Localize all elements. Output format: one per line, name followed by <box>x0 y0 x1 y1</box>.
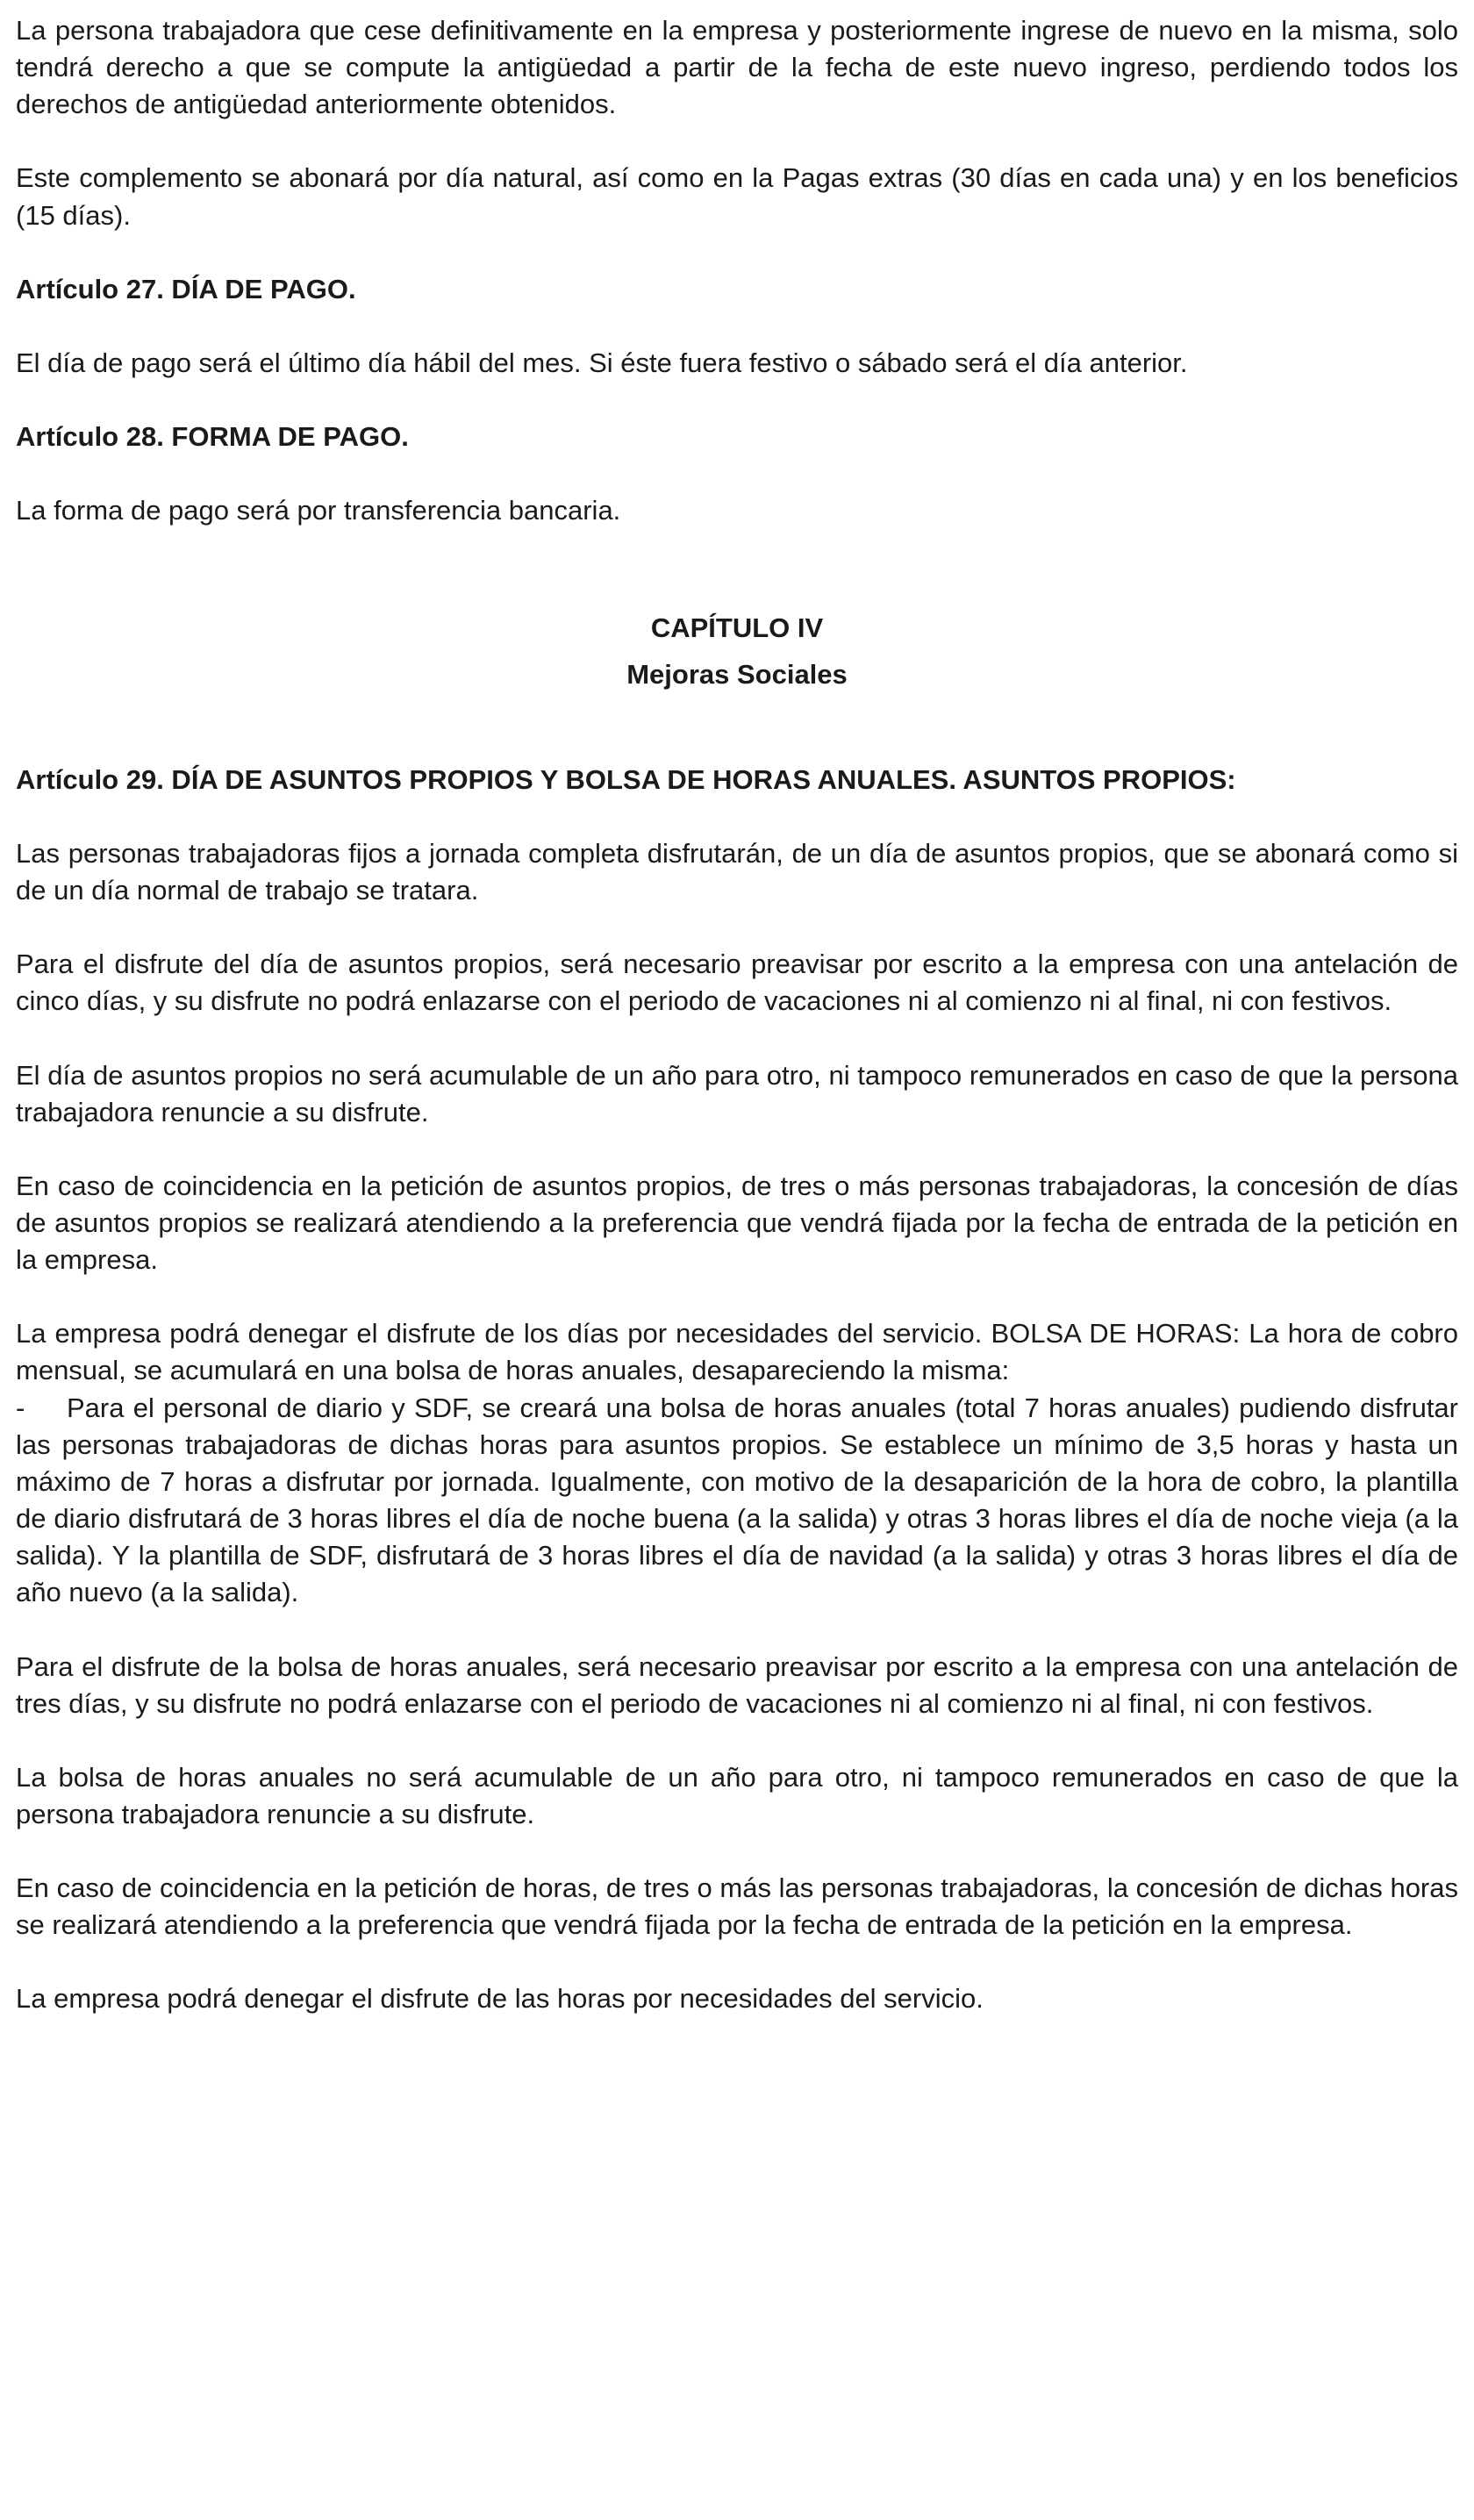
paragraph-antiguedad: La persona trabajadora que cese definitivamente en la empresa y posteriormente ingrese de nuevo en la misma, solo tendrá derecho a que se compute la antigüedad a partir de la fecha de este nuevo ingreso, perdiendo todos los derechos de antigüedad anteriormente obtenidos. <box>16 15 1458 120</box>
heading-mejoras-sociales: Mejoras Sociales <box>626 658 848 690</box>
heading-articulo-27: Artículo 27. DÍA DE PAGO. <box>16 273 356 304</box>
paragraph-dia-de-pago: El día de pago será el último día hábil del mes. Si éste fuera festivo o sábado será el día anterior. <box>16 347 1188 378</box>
paragraph-complemento: Este complemento se abonará por día natural, así como en la Pagas extras (30 días en cada una) y en los beneficios (15 días). <box>16 162 1458 231</box>
paragraph-denegar-horas: La empresa podrá denegar el disfrute de las horas por necesidades del servicio. <box>16 1983 984 2015</box>
paragraph-bolsa-de-horas-intro: La empresa podrá denegar el disfrute de los días por necesidades del servicio. BOLSA DE HORAS: La hora de cobro mensual, se acumulará en una bolsa de horas anuales, desapareciendo la misma: <box>16 1318 1458 1386</box>
paragraph-bolsa-de-horas-4: En caso de coincidencia en la petición de horas, de tres o más las personas trabajadoras, la concesión de dichas horas se realizará atendiendo a la preferencia que vendrá fijada por la fecha de entrada de la petición en la empresa. <box>16 1872 1458 1941</box>
paragraph-asuntos-propios-1: Las personas trabajadoras fijos a jornada completa disfrutarán, de un día de asuntos propios, que se abonará como si de un día normal de trabajo se tratara. <box>16 837 1458 906</box>
paragraph-asuntos-propios-4: En caso de coincidencia en la petición de asuntos propios, de tres o más personas trabajadoras, la concesión de días de asuntos propios se realizará atendiendo a la preferencia que vendrá fijada por la fecha de entrada de la petición en la empresa. <box>16 1170 1458 1276</box>
paragraph-bolsa-de-horas-3: La bolsa de horas anuales no será acumulable de un año para otro, ni tampoco remunerados en caso de que la persona trabajadora renuncie a su disfrute. <box>16 1761 1458 1829</box>
paragraph-asuntos-propios-2: Para el disfrute del día de asuntos propios, será necesario preavisar por escrito a la empresa con una antelación de cinco días, y su disfrute no podrá enlazarse con el periodo de vacaciones ni al comienzo ni al final, ni con festivos. <box>16 949 1458 1017</box>
list-item-bolsa-de-horas <box>16 1390 1458 1612</box>
paragraph-bolsa-de-horas-2: Para el disfrute de la bolsa de horas anuales, será necesario preavisar por escrito a la empresa con una antelación de tres días, y su disfrute no podrá enlazarse con el periodo de vacaciones ni al comienzo ni al final, ni con festivos. <box>16 1650 1458 1719</box>
list-item-text: Para el personal de diario y SDF, se creará una bolsa de horas anuales (total 7 horas anuales) pudiendo disfrutar las personas trabajadoras de dichas horas para asuntos propios. Se establece un mínimo de 3,5 horas y hasta un máximo de 7 horas a disfrutar por jornada. Igualmente, con motivo de la desaparición de la hora de cobro, la plantilla de diario disfrutará de 3 horas libres el día de noche buena (a la salida) y otras 3 horas libres el día de noche vieja (a la salida). Y la plantilla de SDF, disfrutará de 3 horas libres el día de navidad (a la salida) y otras 3 horas libres el día de año nuevo (a la salida). <box>16 1392 1458 1608</box>
paragraph-asuntos-propios-3: El día de asuntos propios no será acumulable de un año para otro, ni tampoco remunerados en caso de que la persona trabajadora renuncie a su disfrute. <box>16 1059 1458 1128</box>
heading-capitulo-iv: CAPÍTULO IV <box>650 612 824 644</box>
paragraph-forma-de-pago: La forma de pago será por transferencia bancaria. <box>16 495 621 526</box>
list-dash-marker: - <box>16 1392 25 1423</box>
heading-articulo-29: Artículo 29. DÍA DE ASUNTOS PROPIOS Y BOLSA DE HORAS ANUALES. ASUNTOS PROPIOS: <box>16 763 1236 795</box>
heading-articulo-28: Artículo 28. FORMA DE PAGO. <box>16 421 409 453</box>
